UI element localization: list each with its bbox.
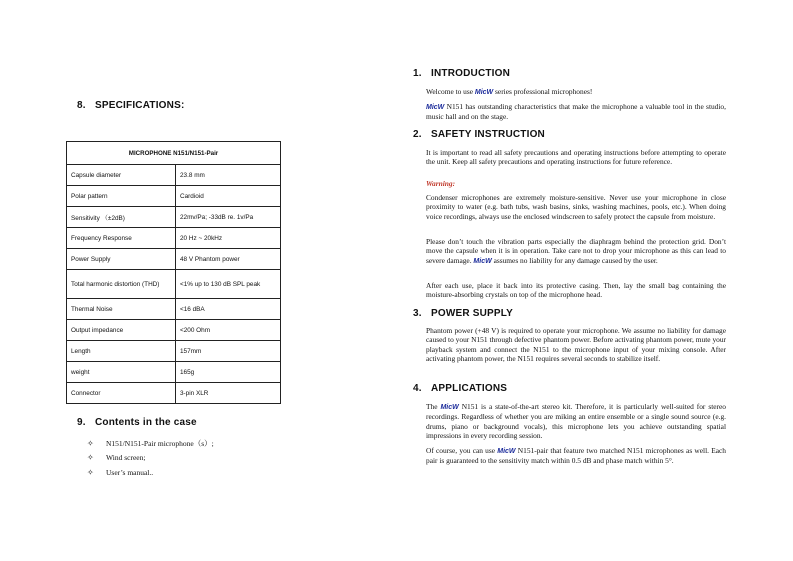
spec-label: Connector <box>67 383 176 404</box>
spec-value: <200 Ohm <box>176 320 281 341</box>
list-item <box>87 451 214 466</box>
specifications-heading: 8. SPECIFICATIONS: <box>77 100 185 111</box>
brand-logo: MicW <box>440 404 459 411</box>
specifications-table <box>66 141 281 404</box>
spec-value: 48 V Phantom power <box>176 249 281 270</box>
table-row <box>67 186 281 207</box>
applications-heading: 4. APPLICATIONS <box>413 383 508 394</box>
spec-label: weight <box>67 362 176 383</box>
introduction-heading: 1. INTRODUCTION <box>413 68 511 79</box>
diamond-bullet-icon: ✧ <box>87 453 94 463</box>
safety-heading: 2. SAFETY INSTRUCTION <box>413 129 545 140</box>
list-item-text: User’s manual.. <box>106 467 154 477</box>
safety-paragraph-3: Please don’t touch the vibration parts especially the diaphragm behind the protection grid. Don’t move the capsule when it is in operation. Take care not to drop your microphone as this can lead to severe damage. MicW assumes no liability for any damage caused by the user. <box>426 237 726 265</box>
table-row <box>67 165 281 186</box>
table-row <box>67 341 281 362</box>
list-item <box>87 465 214 480</box>
spec-label: Output impedance <box>67 320 176 341</box>
power-paragraph: Phantom power (+48 V) is required to operate your microphone. We assume no liability for damage caused to your N151 through defective phantom power. Before activating phantom power, mute your playback system and connect the N151 to the microphone input of your mixing console. After activating phantom power, the N151 requires several seconds to stabilize itself. <box>426 326 726 364</box>
intro-paragraph-2: MicW N151 has outstanding characteristics that make the microphone a valuable tool in the studio, music hall and on the stage. <box>426 102 726 122</box>
spec-label: Length <box>67 341 176 362</box>
contents-heading: 9. Contents in the case <box>77 417 197 428</box>
list-item-text: Wind screen; <box>106 453 146 463</box>
applications-paragraph-1: The MicW N151 is a state-of-the-art stereo kit. Therefore, it is particularly well-suited for stereo recordings. Regardless of whether you are miking an entire ensemble or a single sound source (e.g. drums, piano or background vocals), this microphone lets you achieve outstanding spatial impressions in every recording session. <box>426 402 726 441</box>
spec-value: 3-pin XLR <box>176 383 281 404</box>
safety-paragraph-1: It is important to read all safety precautions and operating instructions before attempting to operate the unit. Keep all safety precautions and operating instructions for future reference. <box>426 148 726 167</box>
spec-label: Sensitivity （±2dB) <box>67 207 176 228</box>
safety-paragraph-4: After each use, place it back into its protective casing. Then, lay the small bag containing the moisture-absorbing crystals on top of the microphone head. <box>426 281 726 300</box>
table-title: MICROPHONE N151/N151-Pair <box>67 142 281 165</box>
table-row <box>67 320 281 341</box>
brand-logo: MicW <box>474 89 494 96</box>
table-row <box>67 249 281 270</box>
spec-value: Cardioid <box>176 186 281 207</box>
power-supply-heading: 3. POWER SUPPLY <box>413 308 514 319</box>
brand-logo: MicW <box>497 448 516 455</box>
table-row <box>67 299 281 320</box>
spec-label: Capsule diameter <box>67 165 176 186</box>
spec-label: Total harmonic distortion (THD) <box>67 270 176 299</box>
spec-value: <1% up to 130 dB SPL peak <box>176 270 281 299</box>
table-row <box>67 270 281 299</box>
brand-logo: MicW <box>426 104 445 111</box>
diamond-bullet-icon: ✧ <box>87 438 94 448</box>
spec-value: 157mm <box>176 341 281 362</box>
spec-label: Polar pattern <box>67 186 176 207</box>
brand-logo: MicW <box>473 257 492 265</box>
warning-label: Warning: <box>426 179 456 188</box>
contents-list <box>87 436 214 480</box>
diamond-bullet-icon: ✧ <box>87 467 94 477</box>
intro-paragraph-1: Welcome to use MicW series professional microphones! <box>426 87 593 96</box>
spec-label: Thermal Noise <box>67 299 176 320</box>
table-row <box>67 228 281 249</box>
table-row <box>67 383 281 404</box>
spec-value: <16 dBA <box>176 299 281 320</box>
spec-value: 23.8 mm <box>176 165 281 186</box>
list-item <box>87 436 214 451</box>
table-row <box>67 362 281 383</box>
spec-value: 165g <box>176 362 281 383</box>
spec-value: 22mv/Pa; -33dB re. 1v/Pa <box>176 207 281 228</box>
safety-paragraph-2: Condenser microphones are extremely moisture-sensitive. Never use your microphone in close proximity to water (e.g. bath tubs, wash basins, sinks, washing machines, pools, etc.). When doing voice recordings, always use the enclosed windscreen to safely protect the capsule from moisture. <box>426 193 726 221</box>
applications-paragraph-2: Of course, you can use MicW N151-pair that feature two matched N151 microphones as well. Each pair is guaranteed to the sensitivity match within 0.5 dB and phase match within 5°. <box>426 446 726 466</box>
spec-label: Power Supply <box>67 249 176 270</box>
table-row <box>67 207 281 228</box>
spec-value: 20 Hz ~ 20kHz <box>176 228 281 249</box>
spec-label: Frequency Response <box>67 228 176 249</box>
list-item-text: N151/N151-Pair microphone（s）; <box>106 438 214 448</box>
